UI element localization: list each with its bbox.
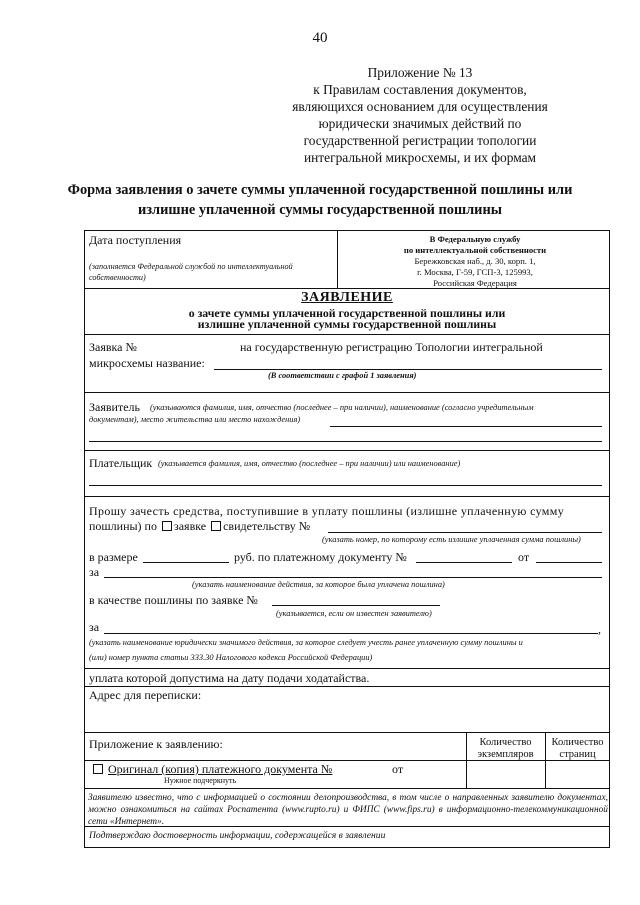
address-line: В Федеральную службу [429,234,521,244]
recipient-address [340,234,610,289]
appendix-line: являющихся основанием для осуществления [292,99,548,114]
new-application-note: (указывается, если он известен заявителю) [276,609,432,618]
new-application-number-field[interactable] [272,605,440,606]
attachment-checkbox[interactable] [93,764,103,774]
notice-text: Заявителю известно, что с информацией о состоянии делопроизводства, в том числе о направленных заявителю документах, можно ознакомиться на сайтах Роспатента (www.rupto.ru) и ФИПС (www.fips.ru) в информационно-телекоммуникационной сети «Интернет». [88,793,608,827]
date-received-label: Дата поступления [89,233,182,247]
appendix-line: к Правилам составления документов, [313,82,527,97]
copies-column-header [466,737,545,761]
amount-label: в размере [89,550,138,564]
pages-header-line: Количество [551,737,604,748]
address-line: г. Москва, Г-59, ГСП-3, 125993, [417,267,533,277]
form-title-line-1: Форма заявления о зачете суммы уплаченной государственной пошлины или [67,182,573,198]
application-subtitle: о зачете суммы уплаченной государственной пошлины или [188,306,506,320]
payment-date-field[interactable] [536,562,602,563]
form-title-line-2: излишне уплаченной суммы государственной пошлины [137,202,502,218]
offset-options-line [89,519,310,534]
confirmation-text: Подтверждаю достоверность информации, содержащейся в заявлении [89,830,386,841]
address-line: по интеллектуальной собственности [403,245,547,255]
table-header-divider [84,760,610,761]
comma: , [598,622,601,636]
action-field[interactable] [104,577,602,578]
date-received-note: (заполняется Федеральной службой по интеллектуальной [89,262,293,271]
divider [84,732,610,733]
topology-name-label: микросхемы название: [89,356,205,370]
address-line: Российская Федерация [433,278,517,288]
address-line: Бережковская наб., д. 30, корп. 1, [414,256,536,266]
certificate-note: (указать номер, по которому есть излишне уплаченная сумма пошлины) [322,535,581,544]
application-title [84,290,610,330]
appendix-line: Приложение № 13 [367,65,473,80]
new-action-note: (или) номер пункта статьи 333.30 Налогового кодекса Российской Федерации) [89,653,373,662]
action-label: за [89,565,100,579]
divider [84,392,610,393]
attachment-item [91,762,332,777]
copies-header-line: экземпляров [477,749,534,760]
topology-name-field[interactable] [214,369,602,370]
new-action-note: (указать наименование юридически значимого действия, за которое следует учесть ранее уплаченную сумму пошлины и [89,638,523,647]
divider [84,686,610,687]
divider [84,496,610,497]
applicant-field[interactable] [330,426,602,427]
copies-header-line: Количество [479,737,532,748]
correspondence-address-label: Адрес для переписки: [89,688,202,702]
attachment-item-label: Оригинал (копия) платежного документа № [108,762,333,776]
divider [84,450,610,451]
divider [84,788,610,789]
payer-label: Плательщик [89,456,153,470]
request-number-label: Заявка № [89,340,137,354]
appendix-line: юридически значимых действий по [318,116,522,131]
applicant-label: Заявитель [89,400,140,414]
application-checkbox[interactable] [162,521,172,531]
request-description [240,340,543,355]
action-note: (указать наименование действия, за которое была уплачена пошлина) [192,580,445,589]
underline-note: Нужное подчеркнуть [164,776,237,785]
date-received-note: собственности) [89,273,146,282]
request-description-text: на государственную регистрацию Топологии интегральной [240,340,543,354]
applicant-note: документам), место жительства или место нахождения) [89,415,301,424]
certificate-number-field[interactable] [328,532,602,533]
applicant-field[interactable] [89,441,602,442]
divider [84,668,610,669]
form-title [30,180,610,220]
attachment-date-label: от [392,762,404,776]
topology-name-note: (В соответствии с графой 1 заявления) [268,371,417,380]
new-action-field[interactable] [104,633,598,634]
payer-field[interactable] [89,485,602,486]
appendix-line: интегральной микросхемы, и их формам [303,150,537,165]
certificate-checkbox[interactable] [211,521,221,531]
payment-document-number-field[interactable] [416,562,512,563]
payment-permissible-note: уплата которой допустима на дату подачи ходатайства. [89,671,370,685]
offset-prefix: пошлины) по [89,519,157,533]
page-number: 40 [312,30,328,46]
application-heading: ЗАЯВЛЕНИЕ [301,290,393,305]
attachments-label: Приложение к заявлению: [89,737,223,751]
application-subtitle: излишне уплаченной суммы государственной пошлины [197,317,497,331]
payment-document-label: руб. по платежному документу № [234,550,407,564]
appendix-header [240,64,600,166]
applicant-note: (указываются фамилия, имя, отчество (последнее – при наличии), наименование (согласно учредительным [150,403,534,412]
offset-request-text: Прошу зачесть средства, поступившие в уплату пошлины (излишне уплаченную сумму [89,504,565,518]
certificate-option-label: свидетельству № [223,519,311,533]
header-divider [337,230,338,288]
application-option-label: заявке [173,519,207,533]
payer-note: (указывается фамилия, имя, отчество (последнее – при наличии) или наименование) [158,459,461,468]
amount-field[interactable] [143,562,229,563]
as-fee-label: в качестве пошлины по заявке № [89,593,258,607]
new-action-label: за [89,620,100,634]
divider [84,334,610,335]
pages-column-header [545,737,610,761]
payment-date-label: от [518,550,530,564]
appendix-line: государственной регистрации топологии [303,133,537,148]
pages-header-line: страниц [559,749,596,760]
